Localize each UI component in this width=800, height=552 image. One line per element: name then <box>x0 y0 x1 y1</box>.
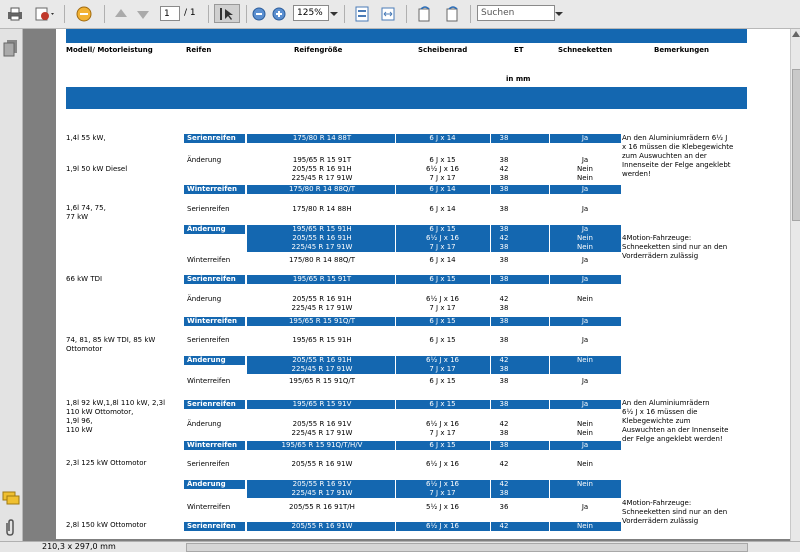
remark-line: zum Auswuchten an der <box>622 152 707 160</box>
comment-tool-icon[interactable] <box>442 4 464 23</box>
snow-chains: Nein <box>577 234 593 242</box>
tyre-type: Serienreifen <box>187 400 236 408</box>
et-value: 38 <box>499 174 509 182</box>
snow-chains: Ja <box>581 134 589 142</box>
rim-size: 6 J x 15 <box>429 317 456 325</box>
remark-line: werden! <box>622 170 651 178</box>
model-label: 66 kW TDI <box>66 275 103 283</box>
tyre-size: 195/65 R 15 91T <box>292 275 352 283</box>
tyre-type: Winterreifen <box>187 503 231 511</box>
snow-chains: Ja <box>581 156 589 164</box>
tyre-type: Änderung <box>187 356 226 364</box>
remark-line: 4Motion-Fahrzeuge: <box>622 234 692 242</box>
snow-chains: Nein <box>577 429 593 437</box>
tyre-type: Winterreifen <box>187 441 238 449</box>
remark-line: Auswuchten an der Innenseite <box>622 426 729 434</box>
et-value: 42 <box>499 234 509 242</box>
tyre-size: 225/45 R 17 91W <box>291 243 353 251</box>
rim-size: 6 J x 15 <box>429 275 456 283</box>
tyre-type: Serienreifen <box>187 460 230 468</box>
tyre-size: 205/55 R 16 91H <box>292 356 352 364</box>
attachments-panel-icon[interactable] <box>3 519 17 539</box>
rim-size: 6 J x 14 <box>429 134 456 142</box>
snow-chains: Nein <box>577 174 593 182</box>
tyre-size: 225/45 R 17 91W <box>291 365 353 373</box>
tyre-size: 225/45 R 17 91W <box>291 489 353 497</box>
snow-chains: Nein <box>577 522 593 530</box>
et-value: 42 <box>499 480 509 488</box>
tyre-size: 205/55 R 16 91W <box>291 522 353 530</box>
snow-chains: Ja <box>581 503 589 511</box>
tyre-size: 205/55 R 16 91T/H <box>289 503 355 511</box>
tyre-size: 225/45 R 17 91W <box>291 174 353 182</box>
model-label: 2,3l 125 kW Ottomotor <box>66 459 147 467</box>
rim-size: 7 J x 17 <box>429 304 456 312</box>
tyre-size: 205/55 R 16 91H <box>292 234 352 242</box>
rim-size: 5½ J x 16 <box>425 503 460 511</box>
tyre-type: Serienreifen <box>187 275 236 283</box>
page-size-label: 210,3 x 297,0 mm <box>42 542 116 551</box>
remark-line: Schneeketten sind nur an den <box>622 508 728 516</box>
tyre-size: 205/55 R 16 91V <box>292 480 352 488</box>
remark-line: x 16 müssen die Klebegewichte <box>622 143 734 151</box>
zoom-out-icon[interactable] <box>250 4 268 23</box>
tyre-size: 175/80 R 14 88H <box>292 205 352 213</box>
tyre-size: 195/65 R 15 91Q/T <box>288 377 356 385</box>
col-rim: Scheibenrad <box>418 46 468 54</box>
tyre-size: 225/45 R 17 91W <box>291 429 353 437</box>
toolbar <box>0 0 800 29</box>
search-input[interactable]: Suchen <box>477 5 555 21</box>
et-value: 38 <box>499 205 509 213</box>
tyre-type: Änderung <box>187 156 222 164</box>
header-band <box>66 29 747 43</box>
tyre-type: Serienreifen <box>187 522 236 530</box>
page-count: / 1 <box>184 8 196 18</box>
et-value: 38 <box>499 304 509 312</box>
tyre-type: Serienreifen <box>187 336 230 344</box>
et-value: 38 <box>499 275 509 283</box>
tyre-size: 195/65 R 15 91Q/T <box>288 317 356 325</box>
next-page-icon[interactable] <box>134 4 152 23</box>
previous-page-icon[interactable] <box>112 4 130 23</box>
et-value: 38 <box>499 256 509 264</box>
tyre-type: Winterreifen <box>187 256 231 264</box>
rim-size: 6 J x 15 <box>429 156 456 164</box>
rim-size: 6 J x 14 <box>429 185 456 193</box>
et-value: 42 <box>499 165 509 173</box>
rim-size: 7 J x 17 <box>429 429 456 437</box>
remark-line: An den Aluminiumrädern 6½ J <box>622 134 728 142</box>
model-label: 1,9l 96, <box>66 417 93 425</box>
snow-chains: Nein <box>577 480 593 488</box>
rim-size: 6½ J x 16 <box>425 356 460 364</box>
model-label: 1,6l 74, 75, <box>66 204 106 212</box>
et-value: 42 <box>499 420 509 428</box>
rim-size: 6½ J x 16 <box>425 460 460 468</box>
model-label: 110 kW Ottomotor, <box>66 408 134 416</box>
remark-line: Schneeketten sind nur an den <box>622 243 728 251</box>
et-value: 42 <box>499 295 509 303</box>
snow-chains: Ja <box>581 400 589 408</box>
snow-chains: Ja <box>581 377 589 385</box>
et-value: 38 <box>499 365 509 373</box>
cell-divider <box>549 365 550 374</box>
rim-size: 6 J x 15 <box>429 225 456 233</box>
remark-line: 6½ J x 16 müssen die <box>622 408 698 416</box>
snow-chains: Ja <box>581 336 589 344</box>
et-value: 38 <box>499 156 509 164</box>
pages-panel-icon[interactable] <box>3 39 19 59</box>
et-value: 42 <box>499 460 509 468</box>
col-model: Modell/ Motorleistung <box>66 46 153 54</box>
tyre-type: Winterreifen <box>187 185 238 193</box>
col-et: ET <box>514 46 524 54</box>
snow-chains: Ja <box>581 441 589 449</box>
tyre-type: Serienreifen <box>187 134 236 142</box>
tyre-size: 195/65 R 15 91H <box>292 225 352 233</box>
tyre-size: 195/65 R 15 91Q/T/H/V <box>281 441 363 449</box>
zoom-dropdown-icon[interactable] <box>329 4 339 23</box>
document-page <box>56 29 790 539</box>
et-value: 42 <box>499 356 509 364</box>
snow-chains: Nein <box>577 165 593 173</box>
share-icon[interactable] <box>74 4 98 23</box>
remark-line: Vorderrädern zulässig <box>622 517 699 525</box>
tyre-type: Winterreifen <box>187 377 231 385</box>
snow-chains: Nein <box>577 420 593 428</box>
print-icon[interactable] <box>6 4 24 23</box>
snow-chains: Ja <box>581 256 589 264</box>
scroll-thumb[interactable] <box>792 69 800 221</box>
rim-size: 6 J x 14 <box>429 256 456 264</box>
remark-line: Klebegewichte zum <box>622 417 691 425</box>
col-size: Reifengröße <box>294 46 343 54</box>
rim-size: 6½ J x 16 <box>425 420 460 428</box>
tyre-type: Änderung <box>187 420 222 428</box>
tyre-type: Änderung <box>187 295 222 303</box>
rim-size: 6½ J x 16 <box>425 295 460 303</box>
model-label: 1,8l 92 kW,1,8l 110 kW, 2,3l <box>66 399 166 407</box>
et-value: 38 <box>499 441 509 449</box>
tyre-size: 195/65 R 15 91T <box>292 156 352 164</box>
snow-chains: Ja <box>581 275 589 283</box>
tyre-size: 175/80 R 14 88Q/T <box>288 185 356 193</box>
et-value: 38 <box>499 243 509 251</box>
tyre-size: 205/55 R 16 91H <box>292 165 352 173</box>
col-tyres: Reifen <box>186 46 212 54</box>
tyre-size: 205/55 R 16 91W <box>291 460 353 468</box>
remark-line: Innenseite der Felge angeklebt <box>622 161 731 169</box>
rotate-icon[interactable] <box>414 4 436 23</box>
rim-size: 6½ J x 16 <box>425 480 460 488</box>
snow-chains: Nein <box>577 243 593 251</box>
fit-page-icon[interactable] <box>352 4 372 23</box>
cell-divider <box>549 489 550 498</box>
edit-icon[interactable] <box>34 4 58 23</box>
tyre-type: Änderung <box>187 480 226 488</box>
et-value: 38 <box>499 377 509 385</box>
rim-size: 7 J x 17 <box>429 174 456 182</box>
et-value: 38 <box>499 225 509 233</box>
rim-size: 6 J x 15 <box>429 336 456 344</box>
fit-width-icon[interactable] <box>378 4 398 23</box>
comments-panel-icon[interactable] <box>2 491 20 507</box>
model-label: 77 kW <box>66 213 89 221</box>
select-tool-icon[interactable] <box>214 4 240 23</box>
snow-chains: Ja <box>581 225 589 233</box>
rim-size: 7 J x 17 <box>429 489 456 497</box>
vertical-scrollbar[interactable] <box>790 29 800 541</box>
tyre-size: 225/45 R 17 91W <box>291 304 353 312</box>
rim-size: 6½ J x 16 <box>425 234 460 242</box>
remark-line: Vorderrädern zulässig <box>622 252 699 260</box>
snow-chains: Ja <box>581 205 589 213</box>
rim-size: 6 J x 15 <box>429 441 456 449</box>
status-bar <box>0 541 800 552</box>
model-label: 1,9l 50 kW Diesel <box>66 165 128 173</box>
et-value: 38 <box>499 185 509 193</box>
tyre-size: 195/65 R 15 91H <box>292 336 352 344</box>
snow-chains: Ja <box>581 317 589 325</box>
rim-size: 6½ J x 16 <box>425 165 460 173</box>
et-value: 38 <box>499 400 509 408</box>
tyre-size: 175/80 R 14 88T <box>292 134 352 142</box>
snow-chains: Nein <box>577 356 593 364</box>
tyre-size: 175/80 R 14 88Q/T <box>288 256 356 264</box>
model-label: 110 kW <box>66 426 93 434</box>
et-value: 38 <box>499 317 509 325</box>
et-value: 36 <box>499 503 509 511</box>
model-label: 74, 81, 85 kW TDI, 85 kW <box>66 336 156 344</box>
rim-size: 6 J x 15 <box>429 377 456 385</box>
rim-size: 7 J x 17 <box>429 243 456 251</box>
scroll-up-icon[interactable] <box>792 31 800 39</box>
model-label: 1,4l 55 kW, <box>66 134 106 142</box>
remark-line: der Felge angeklebt werden! <box>622 435 723 443</box>
snow-chains: Nein <box>577 295 593 303</box>
rim-size: 7 J x 17 <box>429 365 456 373</box>
search-dropdown-icon[interactable] <box>554 4 564 23</box>
remark-line: 4Motion-Fahrzeuge: <box>622 499 692 507</box>
model-label: Ottomotor <box>66 345 103 353</box>
tyre-type: Winterreifen <box>187 317 238 325</box>
page-number-input[interactable]: 1 <box>160 6 180 21</box>
zoom-in-icon[interactable] <box>270 4 288 23</box>
et-value: 38 <box>499 489 509 497</box>
tyre-size: 205/55 R 16 91V <box>292 420 352 428</box>
tyre-size: 195/65 R 15 91V <box>292 400 352 408</box>
col-unit: in mm <box>506 75 531 83</box>
col-chains: Schneeketten <box>558 46 613 54</box>
snow-chains: Ja <box>581 185 589 193</box>
model-label: 2,8l 150 kW Ottomotor <box>66 521 147 529</box>
tyre-type: Serienreifen <box>187 205 230 213</box>
et-value: 38 <box>499 134 509 142</box>
remark-line: An den Aluminiumrädern <box>622 399 710 407</box>
tyre-type: Änderung <box>187 225 226 233</box>
et-value: 38 <box>499 336 509 344</box>
snow-chains: Nein <box>577 460 593 468</box>
rim-size: 6½ J x 16 <box>425 522 460 530</box>
rim-size: 6 J x 14 <box>429 205 456 213</box>
col-remarks: Bemerkungen <box>654 46 709 54</box>
zoom-input[interactable]: 125% <box>293 5 329 21</box>
et-value: 38 <box>499 429 509 437</box>
header-band <box>66 87 747 109</box>
navigation-panel <box>0 29 23 541</box>
tyre-size: 205/55 R 16 91H <box>292 295 352 303</box>
et-value: 42 <box>499 522 509 530</box>
rim-size: 6 J x 15 <box>429 400 456 408</box>
